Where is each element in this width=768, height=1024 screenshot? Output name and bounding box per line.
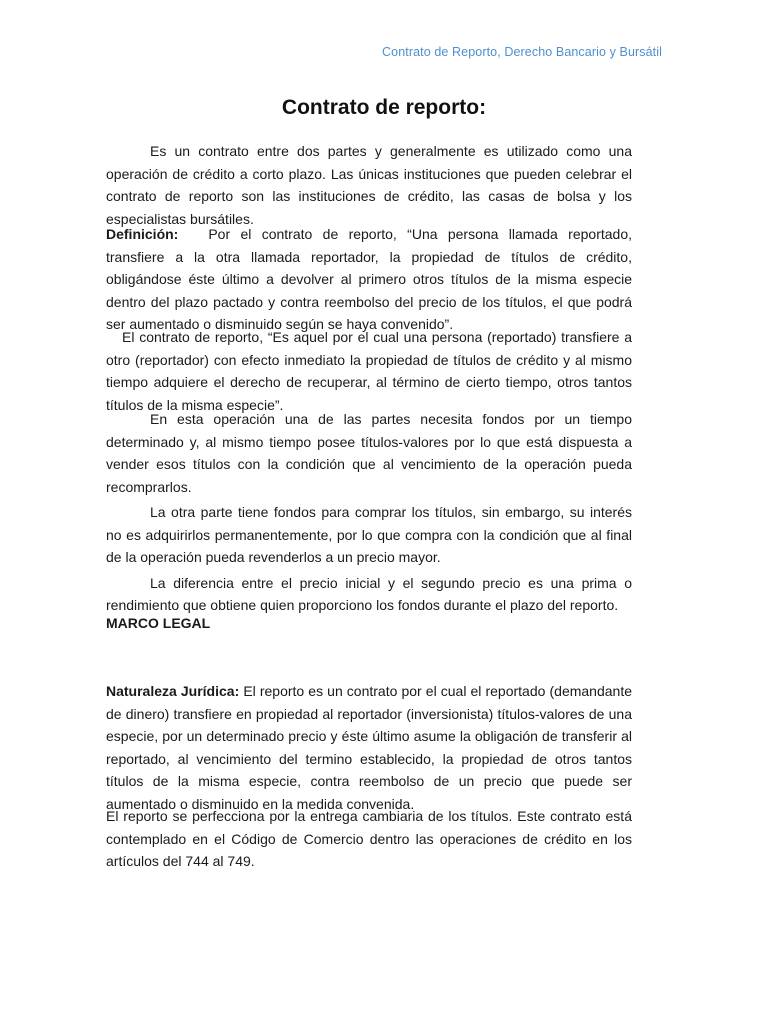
- intro-paragraph-block: [106, 140, 632, 230]
- definition-paragraph: [106, 223, 632, 336]
- operation-paragraph-2: La otra parte tiene fondos para comprar los títulos, sin embargo, su interés no es adquirirlos permanentemente, por lo que compra con la condición que al final de la operación pueda revenderlos a un precio mayor.: [106, 504, 632, 565]
- definition-block: [106, 223, 632, 336]
- marco-legal-section: [106, 612, 632, 635]
- running-header: Contrato de Reporto, Derecho Bancario y Bursátil: [382, 45, 662, 59]
- naturaleza-label: Naturaleza Jurídica:: [106, 683, 240, 699]
- operation-paragraph-1: En esta operación una de las partes necesita fondos por un tiempo determinado y, al mismo tiempo posee títulos-valores por lo que está dispuesta a vender esos títulos con la condición que al vencimiento de la operación pueda recomprarlos.: [106, 411, 632, 495]
- perfecciona-paragraph: El reporto se perfecciona por la entrega cambiaria de los títulos. Este contrato está contemplado en el Código de Comercio dentro las operaciones de crédito en los artículos del 744 al 749.: [106, 808, 632, 869]
- naturaleza-block: [106, 680, 632, 815]
- definition-text: Por el contrato de reporto, “Una persona llamada reportado, transfiere a la otra llamada reportador, la propiedad de títulos de crédito, obligándose éste último a devolver al primero otros títulos de la misma especie dentro del plazo pactado y contra reembolso del precio de los títulos, el que podrá ser aumentado o disminuido según se haya convenido”.: [106, 226, 632, 332]
- naturaleza-paragraph: [106, 680, 632, 815]
- naturaleza-text: El reporto es un contrato por el cual el reportado (demandante de dinero) transfiere en propiedad al reportador (inversionista) títulos-valores de una especie, por un determinado precio y éste último asume la obligación de transferir al reportado, al vencimiento del termino establecido, la propiedad de otros tantos títulos de la misma especie, contra reembolso de un precio que puede ser aumentado o disminuido en la medida convenida.: [106, 683, 632, 812]
- contract-block: [106, 326, 632, 416]
- operation-paragraph-3: La diferencia entre el precio inicial y el segundo precio es una prima o rendimiento que obtiene quien proporciono los fondos durante el plazo del reporto.: [106, 574, 632, 613]
- operation-block: [106, 408, 632, 617]
- contract-paragraph: El contrato de reporto, “Es aquel por el cual una persona (reportado) transfiere a otro (reportador) con efecto inmediato la propiedad de títulos de crédito y al mismo tiempo adquiere el derecho de recuperar, al término de cierto tiempo, otros tantos títulos de la misma especie”.: [106, 329, 632, 413]
- document-title: Contrato de reporto:: [281, 96, 487, 119]
- definition-label: Definición:: [106, 226, 179, 242]
- marco-legal-heading: MARCO LEGAL: [106, 615, 211, 631]
- intro-paragraph: Es un contrato entre dos partes y generalmente es utilizado como una operación de crédito a corto plazo. Las únicas instituciones que pueden celebrar el contrato de reporto son las instituciones de crédito, las casas de bolsa y los especialistas bursátiles.: [106, 143, 632, 227]
- perfecciona-block: [106, 805, 632, 873]
